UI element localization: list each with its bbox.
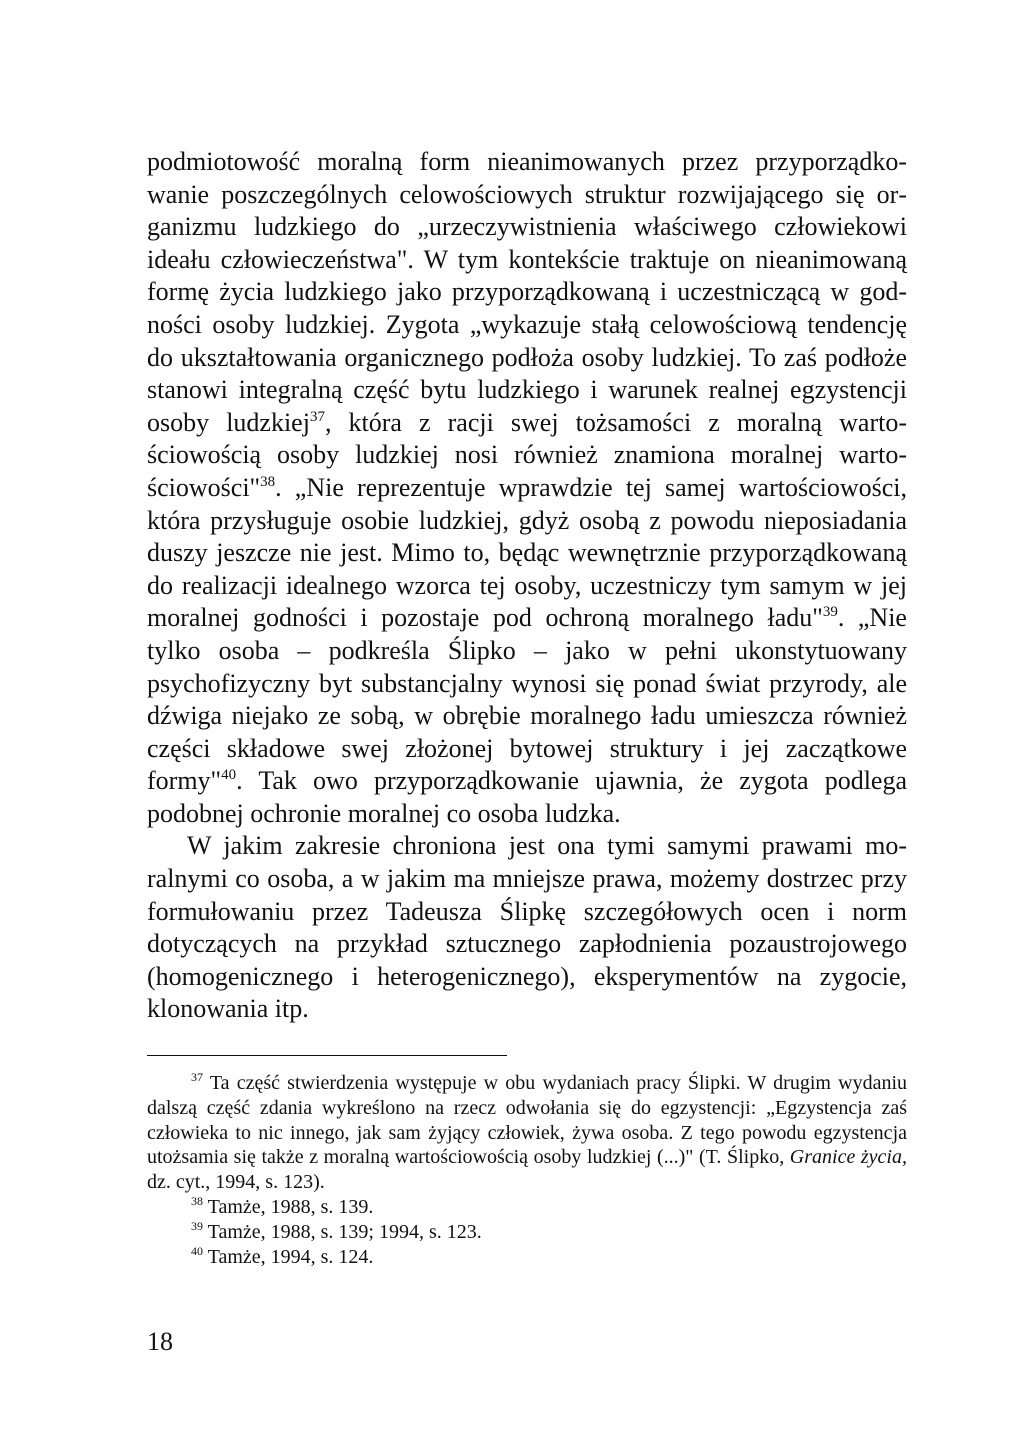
paragraph-1-part-b: , która z racji swej tożsamości z moralną wartościowością osoby ludzkiej nosi również znamiona moralnej wartościowości" xyxy=(147,407,907,502)
footnote-39 xyxy=(147,1220,907,1245)
main-text xyxy=(147,146,907,1026)
footnote-ref-40: 40 xyxy=(221,767,237,784)
paragraph-1 xyxy=(147,146,907,830)
footnote-40-text: Tamże, 1994, s. 124. xyxy=(203,1245,374,1268)
footnote-37-text-b: dz. cyt., 1994, s. 123). xyxy=(147,1171,325,1194)
footnote-40-number: 40 xyxy=(191,1243,203,1258)
footnote-38-number: 38 xyxy=(191,1193,203,1208)
footnote-37-text-a: Ta część stwierdzenia występuje w obu wydaniach pracy Ślipki. W drugim wydaniu dalszą część zdania wykreślono na rzecz odwołania się do egzystencji: „Egzystencja zaś człowieka to nic innego, jak sam żyjący człowiek, żywa osoba. Z tego powodu egzystencja utożsamia się także z moralną wartościowością osoby ludzkiej (...)" (T. Ślipko, xyxy=(147,1072,907,1169)
footnote-38-text: Tamże, 1988, s. 139. xyxy=(203,1195,374,1218)
footnote-39-number: 39 xyxy=(191,1218,203,1233)
footnotes xyxy=(147,1071,907,1269)
footnote-39-text: Tamże, 1988, s. 139; 1994, s. 123. xyxy=(203,1220,482,1243)
footnote-37-title: Granice życia, xyxy=(789,1146,907,1169)
footnote-ref-38: 38 xyxy=(260,473,276,490)
footnote-37 xyxy=(147,1071,907,1195)
page-number: 18 xyxy=(147,1327,173,1356)
footnote-38 xyxy=(147,1195,907,1220)
footnote-40 xyxy=(147,1245,907,1270)
paragraph-1-part-d: . „Nie tylko osoba – podkreśla Ślipko – jako w pełni ukonstytuowany psychofizyczny byt substancjalny wynosi się ponad świat przyrody, ale dźwiga niejako ze sobą, w obrębie moralnego ładu umieszcza również części składowe swej złożonej bytowej struktury i jej zaczątkowe formy" xyxy=(147,603,907,796)
footnote-ref-37: 37 xyxy=(309,408,325,425)
footnote-separator xyxy=(147,1055,507,1056)
paragraph-1-part-e: . Tak owo przyporządkowanie ujawnia, że zygota podlega podobnej ochronie moralnej co osoba ludzka. xyxy=(147,766,907,828)
paragraph-1-part-c: . „Nie reprezentuje wprawdzie tej samej wartościowości, która przysługuje osobie ludzkiej, gdyż osobą z powodu nieposiadania duszy jeszcze nie jest. Mimo to, będąc wewnętrznie przyporządkowaną do realizacji idealnego wzorca tej osoby, uczestniczy tym samym w jej moralnej godności i pozostaje pod ochroną moralnego ładu" xyxy=(147,472,907,633)
paragraph-1-part-a: podmiotowość moralną form nieanimowanych przez przyporządkowanie poszczególnych celowościowych struktur rozwijającego się organizmu ludzkiego do „urzeczywistnienia właściwego człowiekowi ideału człowieczeństwa". W tym kontekście traktuje on nieanimowaną formę życia ludzkiego jako przyporządkowaną i uczestniczącą w godności osoby ludzkiej. Zygota „wykazuje stałą celowościową tendencję do ukształtowania organicznego podłoża osoby ludzkiej. To zaś podłoże stanowi integralną część bytu ludzkiego i warunek realnej egzystencji osoby ludzkiej xyxy=(147,147,907,437)
footnote-37-number: 37 xyxy=(191,1070,203,1084)
footnote-ref-39: 39 xyxy=(822,604,838,621)
paragraph-2: W jakim zakresie chroniona jest ona tymi samymi prawami moralnymi co osoba, a w jakim ma mniejsze prawa, możemy dostrzec przy formułowaniu przez Tadeusza Ślipkę szczegółowych ocen i norm dotyczących na przykład sztucznego zapłodnienia pozaustrojowego (homogenicznego i heterogenicznego), eksperymentów na zygocie, klonowania itp. xyxy=(147,831,907,1024)
